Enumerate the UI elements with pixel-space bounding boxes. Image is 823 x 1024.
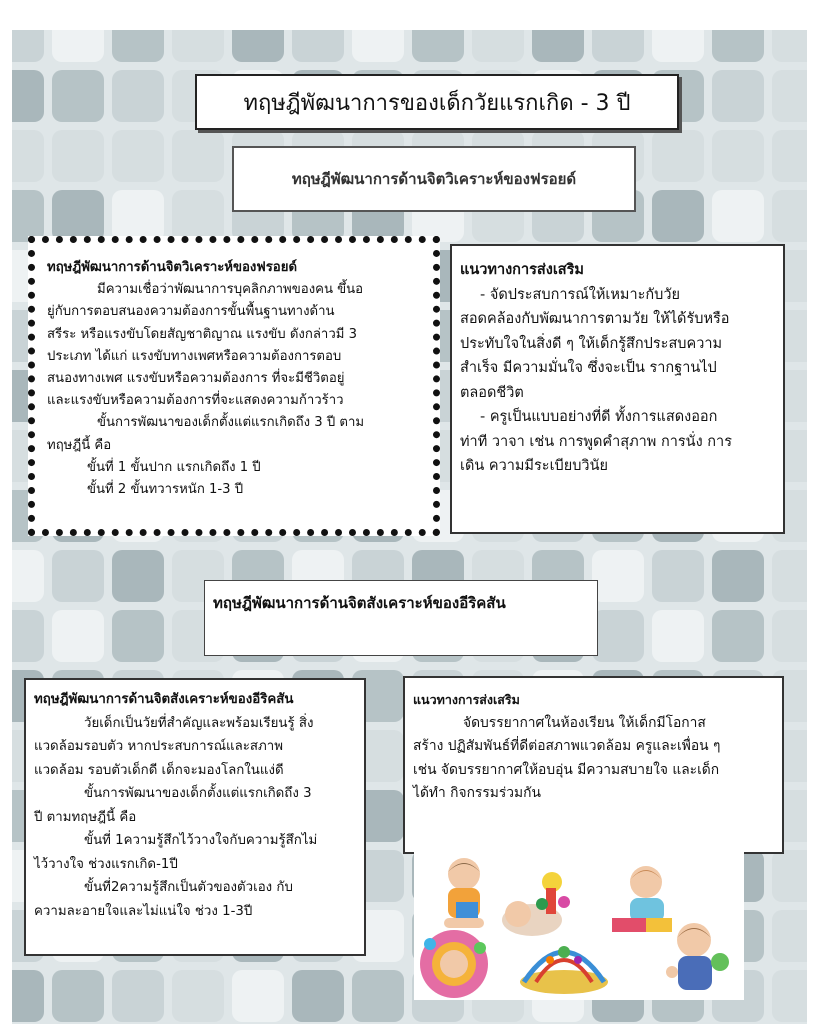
erikson-line: ความละอายใจและไม่แน่ใจ ช่วง 1-3ปี [34, 903, 253, 919]
erikson-line: วัยเด็กเป็นวัยที่สำคัญและพร้อมเรียนรู้ สิ่ง [84, 715, 314, 731]
background-tile [352, 970, 404, 1022]
freud-stage-1: ขั้นที่ 1 ขั้นปาก แรกเกิดถึง 1 ปี [87, 459, 261, 475]
baby-image-3 [612, 866, 672, 932]
background-tile [472, 30, 524, 62]
background-tile [712, 190, 764, 242]
background-tile [112, 550, 164, 602]
erikson-guidance-line: จัดบรรยากาศในห้องเรียน ให้เด็กมีโอกาส [463, 714, 706, 731]
freud-guidance-line: ตลอดชีวิต [460, 384, 524, 401]
erikson-line: ไว้วางใจ ช่วงแรกเกิด-1ปี [34, 856, 178, 872]
background-tile [772, 970, 807, 1022]
background-tile [12, 610, 44, 662]
background-tile [112, 610, 164, 662]
background-tile [592, 550, 644, 602]
background-tile [52, 970, 104, 1022]
background-tile [52, 130, 104, 182]
background-tile [292, 970, 344, 1022]
erikson-line: ปี ตามทฤษฎีนี้ คือ [34, 809, 137, 825]
background-tile [12, 970, 44, 1022]
background-tile [232, 30, 284, 62]
baby-image-1 [444, 858, 484, 928]
erikson-guidance-line: เช่น จัดบรรยากาศให้อบอุ่น มีความสบายใจ และเด็ก [413, 761, 720, 778]
background-tile [12, 190, 44, 242]
baby-photo-collage [414, 852, 744, 1000]
freud-stage-2: ขั้นที่ 2 ขั้นทวารหนัก 1-3 ปี [87, 482, 244, 498]
background-tile [12, 70, 44, 122]
background-tile [52, 610, 104, 662]
freud-heading-box [232, 146, 636, 212]
erikson-guidance-box [403, 676, 784, 854]
erikson-line: แวดล้อม รอบตัวเด็กดี เด็กจะมองโลกในแง่ดี [34, 762, 284, 778]
background-tile [772, 910, 807, 962]
background-tile [592, 30, 644, 62]
background-tile [172, 30, 224, 62]
background-tile [112, 70, 164, 122]
page-title: ทฤษฎีพัฒนาการของเด็กวัยแรกเกิด - 3 ปี [243, 90, 631, 116]
background-tile [772, 30, 807, 62]
background-tile [652, 130, 704, 182]
baby-image-6 [666, 923, 729, 990]
freud-stage-intro-2: ทฤษฎีนี้ คือ [47, 437, 112, 453]
erikson-guidance-line: ได้ทำ กิจกรรมร่วมกัน [413, 785, 541, 801]
background-tile [652, 550, 704, 602]
background-tile [172, 970, 224, 1022]
background-tile [772, 130, 807, 182]
freud-heading: ทฤษฎีพัฒนาการด้านจิตวิเคราะห์ของฟรอยด์ [291, 170, 577, 188]
erikson-heading: ทฤษฎีพัฒนาการด้านจิตสังเคราะห์ของอีริคสัน [213, 594, 506, 612]
freud-paragraph-line: และแรงขับหรือความต้องการที่จะแสดงความก้าวร้าว [47, 393, 344, 409]
background-tile [772, 190, 807, 242]
baby-photos-illustration [414, 852, 744, 1000]
background-tile [352, 30, 404, 62]
background-tile [112, 970, 164, 1022]
background-tile [772, 850, 807, 902]
background-tile [712, 130, 764, 182]
background-tile [52, 190, 104, 242]
freud-guidance-box [450, 244, 785, 534]
background-tile [12, 130, 44, 182]
background-tile [412, 30, 464, 62]
freud-guidance-line: สอดคล้องกับพัฒนาการตามวัย ให้ได้รับหรือ [460, 311, 730, 327]
erikson-guidance-heading: แนวทางการส่งเสริม [413, 692, 520, 707]
freud-guidance-line: เดิน ความมีระเบียบวินัย [460, 458, 608, 474]
erikson-theory-box [24, 678, 366, 956]
background-tile [52, 70, 104, 122]
freud-guidance-line: สำเร็จ มีความมั่นใจ ซึ่งจะเป็น รากฐานไป [460, 360, 717, 376]
background-tile [652, 190, 704, 242]
background-tile [232, 970, 284, 1022]
baby-image-5 [520, 946, 608, 994]
background-tile [772, 70, 807, 122]
freud-guidance-line: ประทับใจในสิ่งดี ๆ ให้เด็กรู้สึกประสบความ [460, 335, 723, 352]
erikson-line: ขั้นที่ 1ความรู้สึกไว้วางใจกับความรู้สึกไม่ [84, 833, 318, 848]
background-tile [172, 130, 224, 182]
background-tile [12, 550, 44, 602]
baby-image-2 [502, 872, 570, 936]
background-tile [772, 550, 807, 602]
background-tile [712, 610, 764, 662]
erikson-content-title: ทฤษฎีพัฒนาการด้านจิตสังเคราะห์ของอีริคสัน [34, 692, 294, 707]
background-tile [712, 550, 764, 602]
freud-guidance-line: ท่าที วาจา เช่น การพูดคำสุภาพ การนั่ง การ [460, 433, 732, 450]
freud-paragraph-line: มีความเชื่อว่าพัฒนาการบุคลิกภาพของคน ขึ้นอ [97, 282, 364, 298]
background-tile [652, 30, 704, 62]
background-tile [52, 30, 104, 62]
erikson-line: ขั้นที่2ความรู้สึกเป็นตัวของตัวเอง กับ [84, 880, 293, 895]
background-tile [592, 610, 644, 662]
background-tile [172, 190, 224, 242]
freud-paragraph-line: สรีระ หรือแรงขับโดยสัญชาติญาณ แรงขับ ดังกล่าวมี 3 [47, 326, 357, 342]
freud-content-title: ทฤษฎีพัฒนาการด้านจิตวิเคราะห์ของฟรอยด์ [47, 260, 298, 275]
freud-paragraph-line: สนองทางเพศ แรงขับหรือความต้องการ ที่จะมีชีวิตอยู่ [47, 371, 345, 387]
freud-guidance-line: - จัดประสบการณ์ให้เหมาะกับวัย [480, 286, 681, 303]
background-tile [112, 130, 164, 182]
background-tile [712, 30, 764, 62]
erikson-line: แวดล้อมรอบตัว หากประสบการณ์และสภาพ [34, 739, 283, 754]
erikson-line: ขั้นการพัฒนาของเด็กตั้งแต่แรกเกิดถึง 3 [84, 786, 312, 801]
freud-guidance-heading: แนวทางการส่งเสริม [460, 262, 584, 278]
freud-theory-box [28, 236, 440, 536]
background-tile [292, 30, 344, 62]
title-box [195, 74, 679, 130]
baby-image-4 [420, 930, 488, 998]
background-tile [52, 550, 104, 602]
freud-guidance-line: - ครูเป็นแบบอย่างที่ดี ทั้งการแสดงออก [480, 409, 718, 425]
freud-paragraph-line: ยู่กับการตอบสนองความต้องการขั้นพื้นฐานทางด้าน [47, 304, 335, 320]
freud-paragraph-line: ประเภท ได้แก่ แรงขับทางเพศหรือความต้องการตอบ [47, 348, 342, 364]
background-tile [12, 30, 44, 62]
background-tile [652, 610, 704, 662]
background-tile [532, 30, 584, 62]
background-tile [112, 30, 164, 62]
page-edge [811, 40, 813, 1024]
erikson-guidance-line: สร้าง ปฏิสัมพันธ์ที่ดีต่อสภาพแวดล้อม ครูและเพื่อน ๆ [413, 738, 721, 754]
background-tile [712, 70, 764, 122]
background-tile [772, 610, 807, 662]
background-tile [112, 190, 164, 242]
freud-stage-intro: ขั้นการพัฒนาของเด็กตั้งแต่แรกเกิดถึง 3 ปี ตาม [97, 415, 365, 431]
erikson-heading-box [204, 580, 598, 656]
